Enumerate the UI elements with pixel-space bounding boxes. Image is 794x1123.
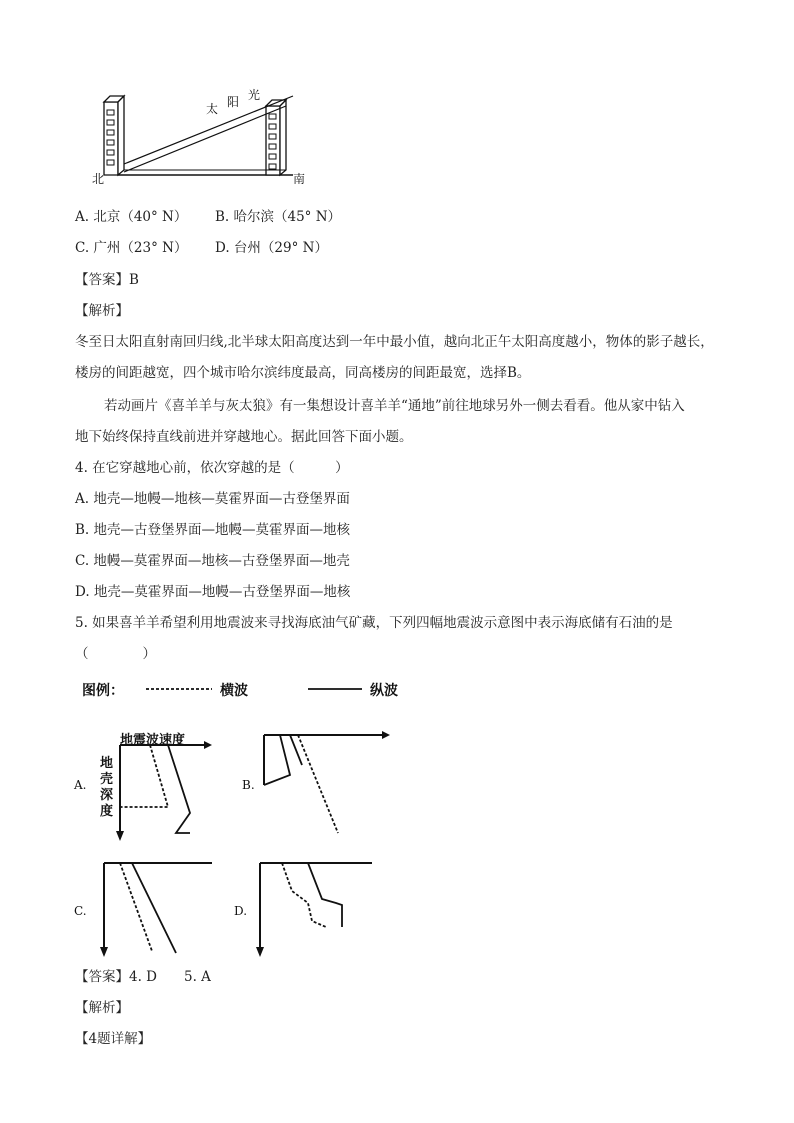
axis-y-char-1: 地 <box>100 756 114 771</box>
analysis-1-line-1: 冬至日太阳直射南回归线,北半球太阳高度达到一年中最小值，越向北正午太阳高度越小，物体的影子越长， <box>75 334 714 350</box>
diagram-c-p-wave <box>132 863 176 953</box>
seismic-diagram-c <box>72 853 222 965</box>
seismic-diagram-b <box>240 725 400 845</box>
seismic-diagram-a <box>72 725 222 845</box>
axis-y-char-4: 度 <box>100 804 114 819</box>
diagram-d-p-wave <box>308 863 342 927</box>
q4-stem: 4. 在它穿越地心前，依次穿越的是（ ） <box>75 460 349 476</box>
legend-title: 图例： <box>82 683 124 699</box>
analysis-heading-1: 【解析】 <box>75 303 129 319</box>
analysis-1-line-2: 楼房的间距越宽，四个城市哈尔滨纬度最高，同高楼房的间距最宽，选择B。 <box>75 365 531 381</box>
seismic-legend <box>80 678 410 702</box>
diagram-c-label: C. <box>74 904 87 918</box>
q4-option-c: C. 地幔—莫霍界面—地核—古登堡界面—地壳 <box>75 553 350 569</box>
diagram-a-p-wave <box>168 745 190 833</box>
axis-y-char-2: 壳 <box>100 772 114 787</box>
north-label: 北 <box>92 172 105 184</box>
q4-option-d: D. 地壳—莫霍界面—地幔—古登堡界面—地核 <box>75 584 351 600</box>
q4-option-b: B. 地壳—古登堡界面—地幔—莫霍界面—地核 <box>75 522 351 538</box>
answer-1: 【答案】B <box>75 272 139 288</box>
diagram-d-s-wave <box>282 863 326 927</box>
sun-label-3: 光 <box>248 88 261 102</box>
diagram-a-label: A. <box>74 778 87 792</box>
q3-option-c: C. 广州（23° N） <box>75 240 188 256</box>
analysis-heading-2: 【解析】 <box>75 1000 129 1016</box>
q5-paren: （ ） <box>75 646 156 662</box>
q3-option-a: A. 北京（40° N） <box>75 209 188 225</box>
diagram-b-label: B. <box>242 778 255 792</box>
q4-option-a: A. 地壳—地幔—地核—莫霍界面—古登堡界面 <box>75 491 350 507</box>
passage-line-2: 地下始终保持直线前进并穿越地心。据此回答下面小题。 <box>75 429 413 445</box>
axis-x-label: 地震波速度 <box>120 733 186 748</box>
q3-option-b: B. 哈尔滨（45° N） <box>215 209 342 225</box>
diagram-a-s-wave <box>120 745 168 807</box>
diagram-c-s-wave <box>120 863 152 951</box>
diagram-b-p-wave <box>264 735 290 785</box>
detail-4-heading: 【4题详解】 <box>75 1031 152 1047</box>
building-sunlight-figure <box>88 84 318 184</box>
answer-2: 【答案】4. D 5. A <box>75 969 211 985</box>
sun-label-2: 阳 <box>227 95 240 109</box>
south-label: 南 <box>293 172 306 184</box>
legend-solid-label: 纵波 <box>370 683 398 699</box>
passage-line-1: 若动画片《喜羊羊与灰太狼》有一集想设计喜羊羊“通地”前往地球另外一侧去看看。他从家中钻入 <box>104 398 685 414</box>
seismic-diagram-d <box>232 853 392 965</box>
sun-label-1: 太 <box>206 102 219 116</box>
diagram-d-label: D. <box>234 904 248 918</box>
q3-option-d: D. 台州（29° N） <box>215 240 328 256</box>
axis-y-char-3: 深 <box>100 788 114 803</box>
q5-stem: 5. 如果喜羊羊希望利用地震波来寻找海底油气矿藏，下列四幅地震波示意图中表示海底储有石油的是 <box>75 615 673 631</box>
diagram-b-s-wave <box>298 735 338 833</box>
legend-dashed-label: 横波 <box>220 683 248 699</box>
